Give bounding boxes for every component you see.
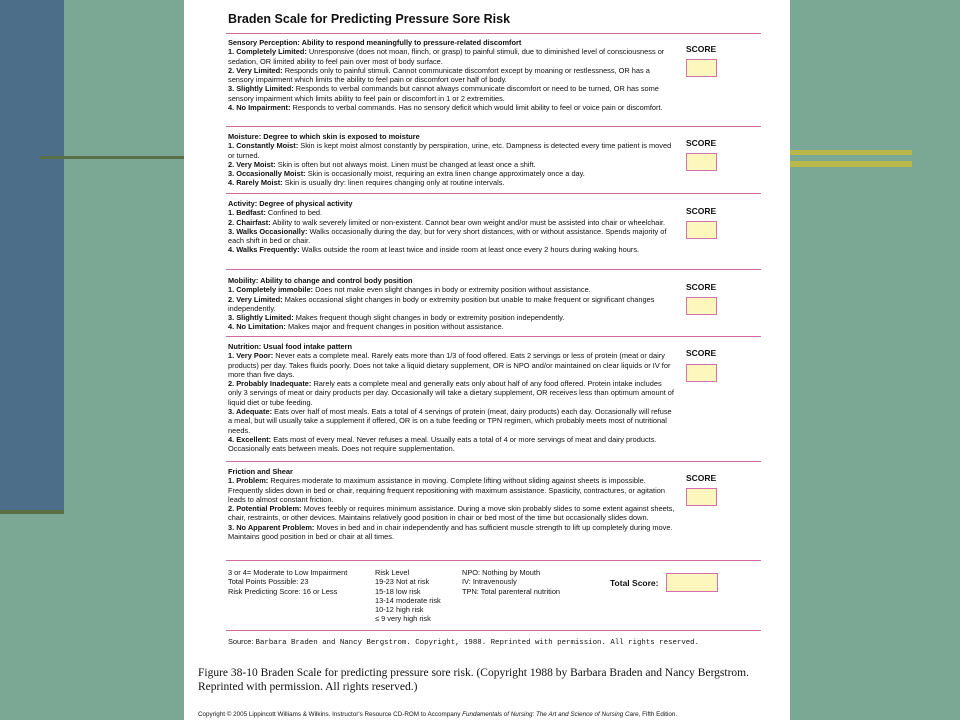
total-score-box[interactable] — [666, 573, 718, 592]
score-box-mobility[interactable] — [686, 297, 717, 315]
section-heading: Friction and Shear — [228, 467, 293, 476]
section-heading: Nutrition: Usual food intake pattern — [228, 342, 352, 351]
section-sensory-perception — [228, 38, 676, 112]
slide-accent-bar-right — [790, 150, 912, 155]
list-item: 2. Potential Problem: Moves feebly or requires minimum assistance. During a move skin probably slides to some extent against sheets, chair, restraints, or other devices. Maintains relatively good position in chair or bed most of the time but occasionally slides down. — [228, 504, 675, 523]
list-item: 4. No Limitation: Makes major and frequent changes in position without assistance. — [228, 322, 504, 332]
list-item: 3. Adequate: Eats over half of most meals. Eats a total of 4 servings of protein (meat, dairy products) each day. Occasionally will refuse a meal, but will usually take a supplement if offered, OR is on a tube feeding or TPN regimen, which probably meets most of nutritional needs. — [228, 407, 672, 435]
score-label: SCORE — [686, 206, 717, 216]
section-divider — [226, 126, 761, 127]
slide-accent-bar-right-lower — [790, 161, 912, 167]
score-box-nutrition[interactable] — [686, 364, 717, 382]
section-heading: Activity: Degree of physical activity — [228, 199, 353, 208]
score-box-moisture[interactable] — [686, 153, 717, 171]
score-box-activity[interactable] — [686, 221, 717, 239]
list-item: 3. Walks Occasionally: Walks occasionally during the day, but for very short distances, with or without assistance. Spends majority of each shift in bed or chair. — [228, 226, 667, 246]
list-item: 4. No Impairment: Responds to verbal commands. Has no sensory deficit which would limit ability to feel or voice pain or discomfort. — [228, 103, 663, 113]
document-title: Braden Scale for Predicting Pressure Sore Risk — [228, 12, 511, 26]
copyright-line: Copyright © 2005 Lippincott Williams & Wilkins. Instructor's Resource CD-ROM to Accompany Fundamentals of Nursing: The Art and Science of Nursing Care, Fifth Edition. — [198, 711, 678, 718]
score-label: SCORE — [686, 44, 717, 54]
section-heading: Moisture: Degree to which skin is exposed to moisture — [228, 132, 420, 141]
section-heading: Mobility: Ability to change and control body position — [228, 276, 413, 285]
score-box-friction[interactable] — [686, 488, 717, 506]
list-item: 3. Slightly Limited: Responds to verbal commands but cannot always communicate discomfort or need to be turned, OR has some sensory impairment which limits ability to feel pain or discomfort in 1 or 2 extremities. — [228, 84, 659, 103]
source-line: Source: Barbara Braden and Nancy Bergstrom. Copyright, 1988. Reprinted with permission. All rights reserved. — [228, 637, 700, 647]
list-item: 1. Completely immobile: Does not make even slight changes in body or extremity position without assistance. — [228, 285, 591, 295]
section-nutrition — [228, 342, 676, 454]
abbreviation-key: NPO: Nothing by Mouth IV: Intravenously TPN: Total parenteral nutrition — [462, 568, 561, 596]
score-label: SCORE — [686, 282, 717, 292]
list-item: 2. Very Moist: Skin is often but not always moist. Linen must be changed at least once a shift. — [228, 159, 536, 169]
section-friction-shear — [228, 467, 676, 541]
list-item: 4. Walks Frequently: Walks outside the room at least twice and inside room at least once every 2 hours during waking hours. — [228, 245, 640, 255]
list-item: 1. Problem: Requires moderate to maximum assistance in moving. Complete lifting without sliding against sheets is impossible. Frequently slides down in bed or chair, requiring frequent repositioning with maximum assistance. Spasticity, contractures, or agitation leads to almost constant friction. — [228, 476, 665, 504]
total-score-label: Total Score: — [610, 578, 659, 588]
list-item: 3. Occasionally Moist: Skin is occasionally moist, requiring an extra linen change approximately once a day. — [228, 169, 585, 179]
list-item: 2. Very Limited: Makes occasional slight changes in body or extremity position but unable to make frequent or significant changes independently. — [228, 294, 655, 313]
section-moisture — [228, 132, 676, 188]
section-mobility — [228, 276, 676, 332]
section-activity — [228, 199, 676, 255]
list-item: 4. Excellent: Eats most of every meal. Never refuses a meal. Usually eats a total of 4 or more servings of meat and dairy products. Occasionally eats between meals. Does not require supplementation. — [228, 434, 657, 454]
list-item: 4. Rarely Moist: Skin is usually dry: linen requires changing only at routine intervals. — [228, 178, 505, 188]
section-divider — [226, 193, 761, 194]
section-divider — [226, 336, 761, 337]
score-box-sensory[interactable] — [686, 59, 717, 77]
footer-divider — [226, 630, 761, 631]
scanned-document-page — [184, 0, 790, 720]
list-item: 2. Probably Inadequate: Rarely eats a complete meal and generally eats only about half of any food offered. Protein intake includes only 3 servings of meat or dairy products per day. Occasionally will take a dietary supplement, OR receives less than optimum amount of liquid diet or tube feeding. — [228, 379, 674, 407]
list-item: 3. No Apparent Problem: Moves in bed and in chair independently and has sufficient muscle strength to lift up completely during move. Maintains good position in bed or chair at all times. — [228, 522, 673, 542]
section-heading: Sensory Perception: Ability to respond meaningfully to pressure-related discomfort — [228, 38, 522, 47]
list-item: 1. Completely Limited: Unresponsive (does not moan, flinch, or grasp) to painful stimuli, due to diminished level of consciousness or sedation, OR limited ability to feel pain over most of body surface. — [228, 47, 665, 66]
risk-level-key: Risk Level 19-23 Not at risk 15-18 low risk 13-14 moderate risk 10-12 high risk ≤ 9 very high risk — [375, 568, 441, 624]
slide-accent-line-left — [40, 156, 190, 159]
section-divider — [226, 269, 761, 270]
title-divider — [226, 33, 761, 34]
slide-sidebar-band — [0, 0, 64, 514]
score-label: SCORE — [686, 138, 717, 148]
section-divider — [226, 560, 761, 561]
list-item: 2. Chairfast: Ability to walk severely limited or non-existent. Cannot bear own weight and/or must be assisted into chair or wheelchair. — [228, 217, 666, 227]
list-item: 3. Slightly Limited: Makes frequent though slight changes in body or extremity position independently. — [228, 313, 565, 323]
figure-caption: Figure 38-10 Braden Scale for predicting pressure sore risk. (Copyright 1988 by Barbara Braden and Nancy Bergstrom. Reprinted with permission. All rights reserved.) — [198, 667, 750, 693]
slide-sidebar-shadow — [0, 510, 64, 514]
list-item: 1. Very Poor: Never eats a complete meal. Rarely eats more than 1/3 of food offered. Eats 2 servings or less of protein (meat or dairy products) per day. Takes fluids poorly. Does not take a liquid dietary supplement, OR is NPO and/or maintained on clear liquids or IV for more than five days. — [228, 351, 671, 379]
list-item: 1. Bedfast: Confined to bed. — [228, 208, 323, 218]
section-divider — [226, 461, 761, 462]
score-label: SCORE — [686, 348, 717, 358]
list-item: 2. Very Limited: Responds only to painful stimuli. Cannot communicate discomfort except by moaning or restlessness, OR has a sensory impairment which limits the ability to feel pain or discomfort over half of body. — [228, 65, 650, 85]
score-label: SCORE — [686, 473, 717, 483]
list-item: 1. Constantly Moist: Skin is kept moist almost constantly by perspiration, urine, etc. Dampness is detected every time patient is moved or turned. — [228, 141, 672, 160]
footer-notes: 3 or 4= Moderate to Low Impairment Total Points Possible: 23 Risk Predicting Score: 16 or Less — [228, 568, 348, 596]
